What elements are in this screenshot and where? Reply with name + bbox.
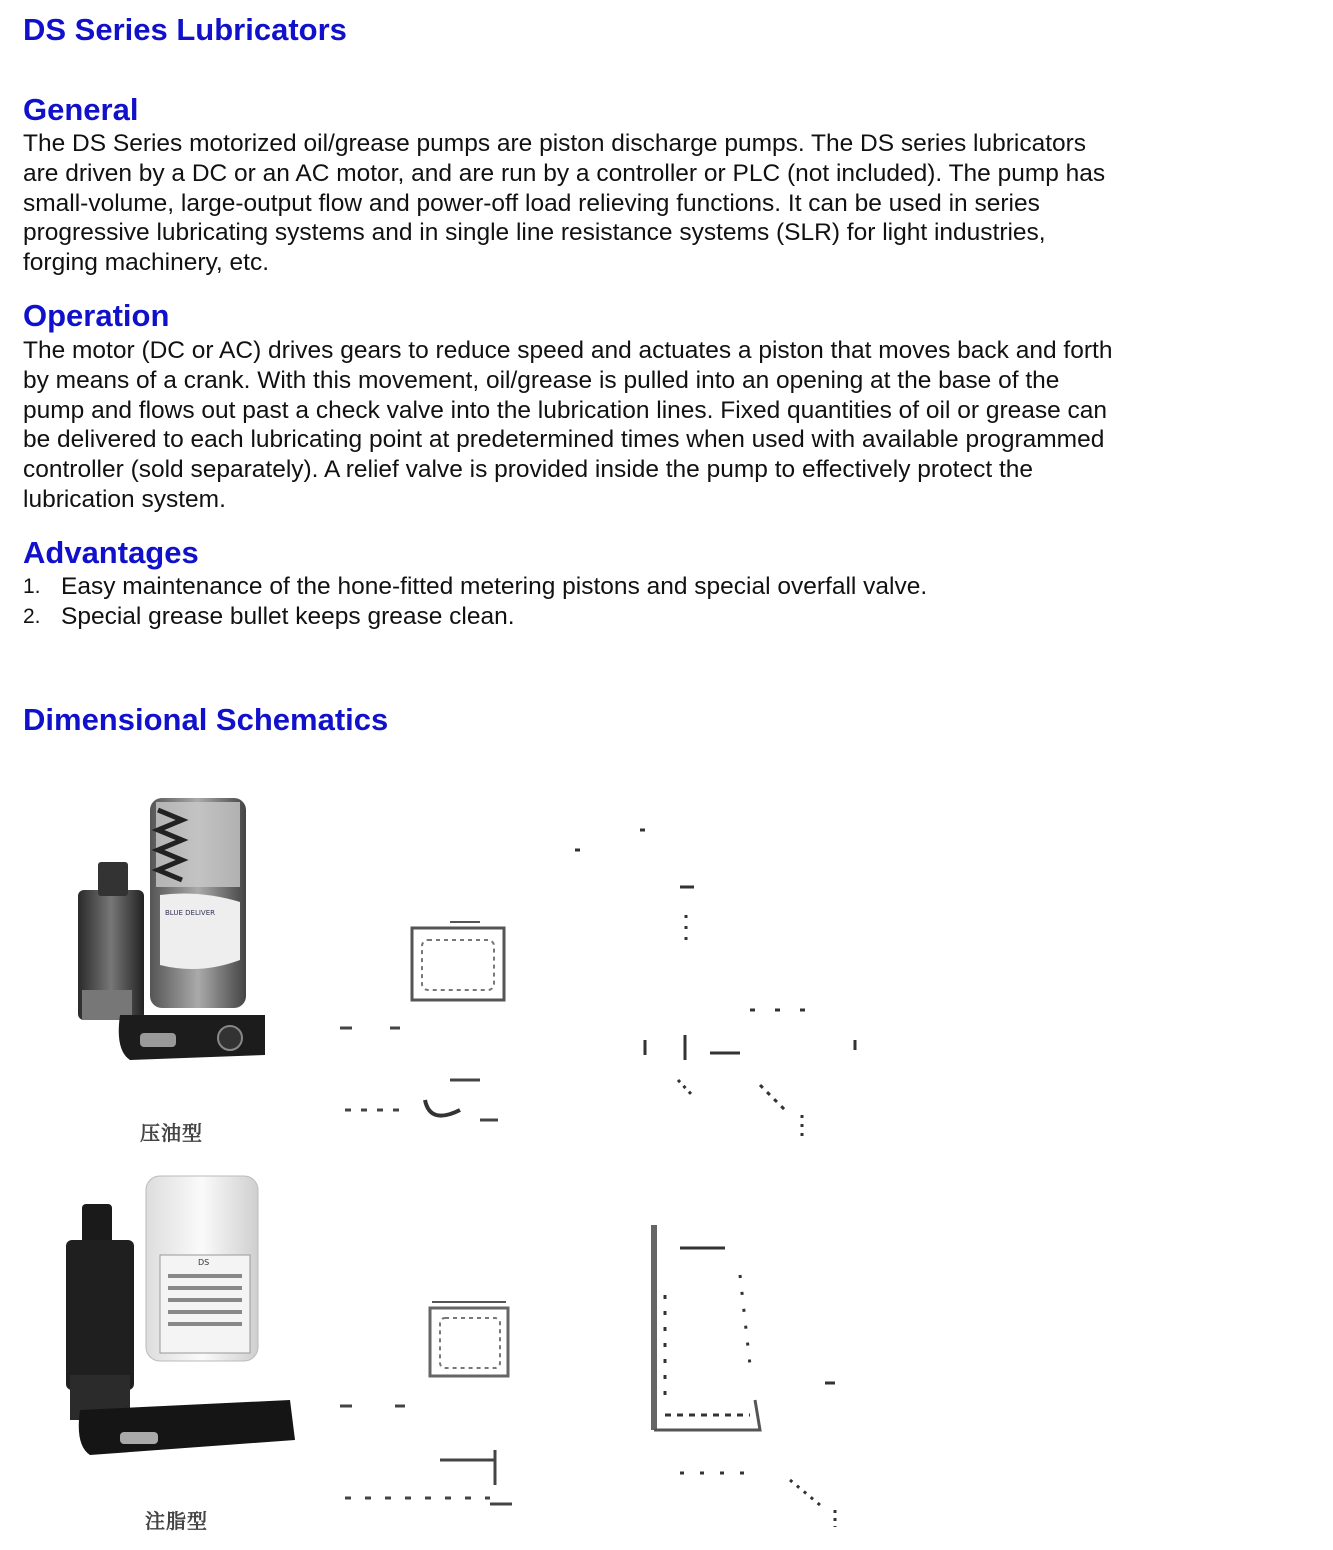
reservoir-label: DS bbox=[198, 1258, 210, 1267]
list-number: 1. bbox=[23, 575, 41, 598]
page-title: DS Series Lubricators bbox=[23, 12, 347, 47]
general-line: small-volume, large-output flow and power-off load relieving functions. It can be used in series bbox=[23, 189, 1040, 217]
schematics-heading: Dimensional Schematics bbox=[23, 702, 389, 737]
reservoir-label: BLUE DELIVER bbox=[165, 909, 215, 917]
list-item bbox=[23, 602, 927, 632]
list-text: Special grease bullet keeps grease clean. bbox=[61, 603, 515, 630]
general-line: forging machinery, etc. bbox=[23, 249, 270, 277]
operation-heading: Operation bbox=[23, 298, 170, 333]
operation-line: controller (sold separately). A relief valve is provided inside the pump to effectively protect the bbox=[23, 456, 1034, 484]
schematic-side-view-2 bbox=[640, 1215, 850, 1535]
oil-pump-caption: 压油型 bbox=[140, 1123, 203, 1145]
grease-pump-caption: 注脂型 bbox=[145, 1511, 208, 1533]
operation-line: by means of a crank. With this movement, oil/grease is pulled into an opening at the base of the bbox=[23, 366, 1060, 394]
schematic-front-view-2 bbox=[340, 1290, 540, 1520]
general-heading: General bbox=[23, 92, 139, 127]
operation-line: pump and flows out past a check valve into the lubrication lines. Fixed quantities of oil or grease can bbox=[23, 396, 1108, 424]
list-text: Easy maintenance of the hone-fitted metering pistons and special overfall valve. bbox=[61, 573, 928, 600]
operation-paragraph bbox=[23, 336, 1193, 515]
grease-pump-photo bbox=[60, 1170, 300, 1470]
operation-line: be delivered to each lubricating point at predetermined times when used with available programmed bbox=[23, 426, 1105, 454]
general-line: are driven by a DC or an AC motor, and are run by a controller or PLC (not included). The pump has bbox=[23, 159, 1106, 187]
operation-line: lubrication system. bbox=[23, 485, 226, 513]
operation-line: The motor (DC or AC) drives gears to reduce speed and actuates a piston that moves back and forth bbox=[23, 337, 1113, 364]
general-line: The DS Series motorized oil/grease pumps are piston discharge pumps. The DS series lubricators bbox=[23, 130, 1087, 157]
advantages-heading: Advantages bbox=[23, 535, 199, 570]
oil-pump-photo bbox=[70, 790, 270, 1080]
advantages-list bbox=[23, 572, 927, 632]
list-item bbox=[23, 572, 927, 602]
general-paragraph bbox=[23, 129, 1193, 278]
schematic-side-view-1 bbox=[570, 825, 870, 1145]
schematic-front-view-1 bbox=[340, 910, 520, 1130]
general-line: progressive lubricating systems and in single line resistance systems (SLR) for light industries, bbox=[23, 219, 1046, 247]
list-number: 2. bbox=[23, 605, 41, 628]
